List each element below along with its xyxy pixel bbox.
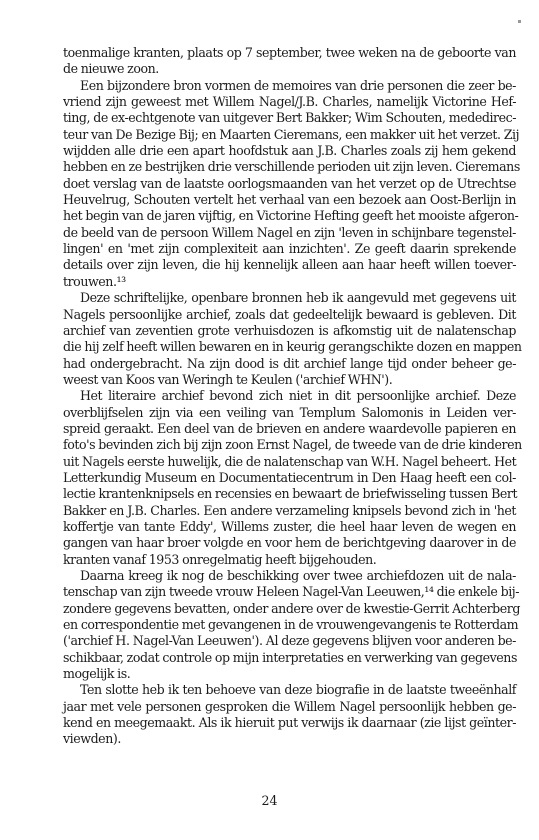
text-line: zondere gegevens bevatten, onder andere over de kwestie-Gerrit Achterberg (63, 600, 520, 616)
text-line: doet verslag van de laatste oorlogsmaanden van het verzet op de Utrechtse (63, 175, 516, 191)
body-text (63, 45, 522, 748)
text-line: Deze schriftelijke, openbare bronnen heb ik aangevuld met gegevens uit (80, 290, 516, 306)
text-line: kend en meegemaakt. Als ik hieruit put verwijs ik daarnaar (zie lijst geïnter- (63, 715, 516, 731)
text-line: wijdden alle drie een apart hoofdstuk aan J.B. Charles zoals zij hem gekend (63, 143, 516, 159)
text-line: schikbaar, zodat controle op mijn interpretaties en verwerking van gegevens (63, 649, 517, 665)
text-line: spreid geraakt. Een deel van de brieven en andere waardevolle papieren en (63, 420, 516, 436)
text-line: weest van Koos van Weringh te Keulen ('archief WHN'). (63, 371, 393, 387)
text-line: archief van zeventien grote verhuisdozen is afkomstig uit de nalatenschap (63, 322, 516, 338)
text-line: gangen van haar broer volgde en voor hem de berichtgeving daarover in de (63, 535, 516, 551)
text-line: lingen' en 'met zijn complexiteit aan inzichten'. Ze geeft daarin sprekende (63, 241, 516, 257)
text-line: Daarna kreeg ik nog de beschikking over twee archiefdozen uit de nala- (80, 568, 516, 583)
text-line: tenschap van zijn tweede vrouw Heleen Nagel-Van Leeuwen,¹⁴ die enkele bij- (63, 584, 520, 600)
text-line: Nagels persoonlijke archief, zoals dat gedeeltelijk bewaard is gebleven. Dit (63, 306, 516, 322)
page-number: 24 (261, 793, 278, 808)
text-line: uit Nagels eerste huwelijk, die de nalatenschap van W.H. Nagel beheert. Het (63, 453, 517, 469)
text-line: Bakker en J.B. Charles. Een andere verzameling knipsels bevond zich in 'het (63, 502, 516, 518)
text-line: Heuvelrug, Schouten vertelt het verhaal van een bezoek aan Oost-Berlijn in (63, 192, 516, 208)
text-line: ('archief H. Nagel-Van Leeuwen'). Al deze gegevens blijven voor anderen be- (63, 633, 516, 649)
text-line: mogelijk is. (63, 666, 131, 682)
text-line: ting, de ex-echtgenote van uitgever Bert Bakker; Wim Schouten, mededirec- (63, 110, 516, 126)
text-line: de nieuwe zoon. (63, 61, 159, 77)
text-line: teur van De Bezige Bij; en Maarten Cieremans, een makker uit het verzet. Zij (63, 126, 520, 142)
text-line: die hij zelf heeft willen bewaren en in keurig gerangschikte dozen en mappen (63, 339, 522, 355)
text-line: vriend zijn geweest met Willem Nagel/J.B. Charles, namelijk Victorine Hef- (63, 94, 516, 110)
text-line: Het literaire archief bevond zich niet in dit persoonlijke archief. Deze (80, 388, 516, 404)
text-line: overblijfselen zijn via een veiling van Templum Salomonis in Leiden ver- (63, 404, 516, 420)
text-line: koffertje van tante Eddy', Willems zuster, die heel haar leven de wegen en (63, 518, 516, 534)
text-line: Letterkundig Museum en Documentatiecentrum in Den Haag heeft een col- (63, 469, 516, 485)
scan-speck (518, 20, 521, 23)
text-line: de beeld van de persoon Willem Nagel en zijn 'leven in schijnbare tegenstel- (63, 224, 516, 240)
text-line: Ten slotte heb ik ten behoeve van deze biografie in de laatste tweeënhalf (80, 682, 516, 698)
text-line: lectie krantenknipsels en recensies en bewaart de briefwisseling tussen Bert (63, 486, 518, 502)
text-line: het begin van de jaren vijftig, en Victorine Hefting geeft het mooiste afgeron- (63, 208, 519, 224)
text-line: jaar met vele personen gesproken die Willem Nagel persoonlijk hebben ge- (63, 698, 516, 714)
text-line: foto's bevinden zich bij zijn zoon Ernst Nagel, de tweede van de drie kinderen (63, 437, 522, 453)
text-line: viewden). (63, 731, 121, 747)
text-line: toenmalige kranten, plaats op 7 september, twee weken na de geboorte van (63, 45, 516, 60)
text-line: kranten vanaf 1953 onregelmatig heeft bijgehouden. (63, 551, 377, 567)
text-line: Een bijzondere bron vormen de memoires van drie personen die zeer be- (80, 77, 516, 93)
text-line: trouwen.¹³ (63, 273, 126, 289)
text-line: hebben en ze bestrijken drie verschillende perioden uit zijn leven. Cieremans (63, 159, 520, 175)
text-line: details over zijn leven, die hij kennelijk alleen aan haar heeft willen toever- (63, 257, 516, 273)
text-line: en correspondentie met gevangenen in de vrouwengevangenis te Rotterdam (63, 617, 519, 633)
text-line: had ondergebracht. Na zijn dood is dit archief lange tijd onder beheer ge- (63, 355, 516, 371)
